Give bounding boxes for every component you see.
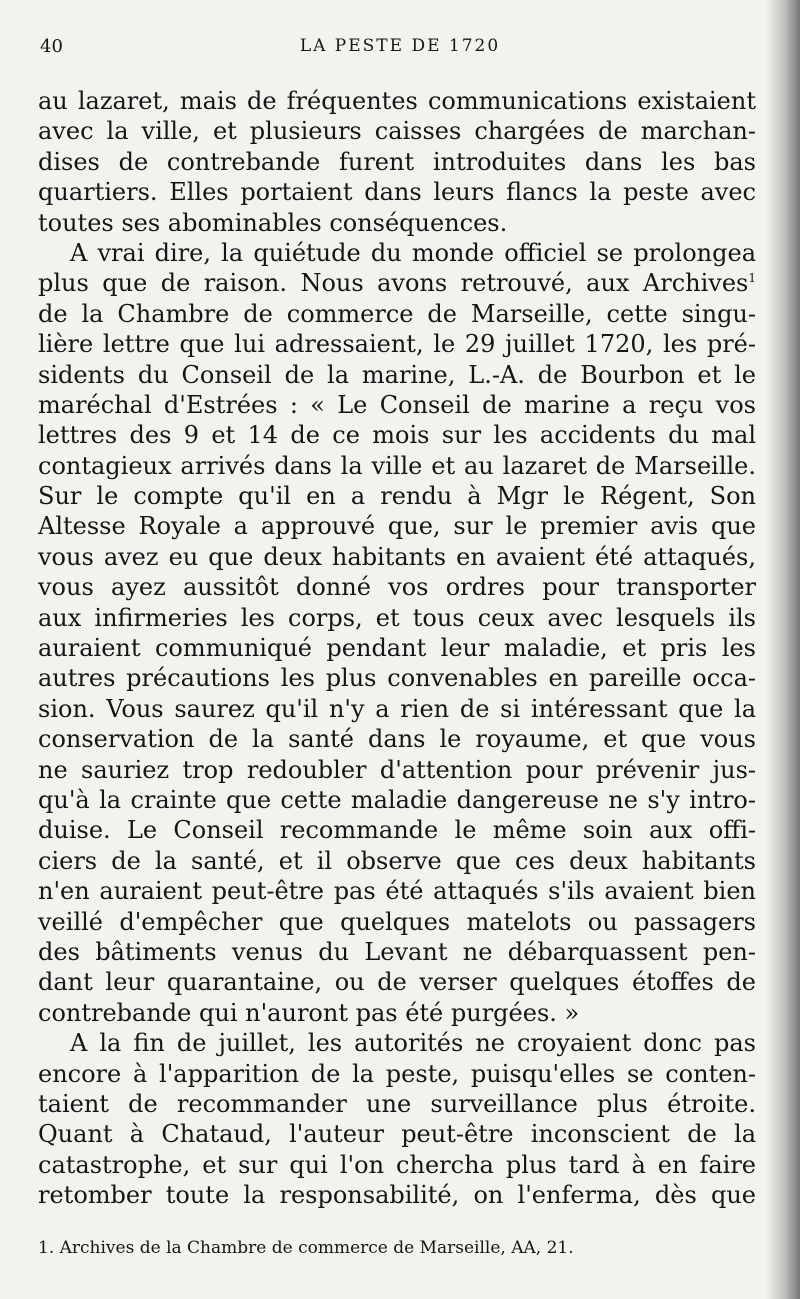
text-line: retomber toute la responsabilité, on l'enferma, dès que (38, 1181, 756, 1210)
text-line: dises de contrebande furent introduites dans les bas (38, 147, 756, 176)
text-line: contagieux arrivés dans la ville et au lazaret de Marseille. (38, 451, 756, 480)
text-line: A la fin de juillet, les autorités ne croyaient donc pas (70, 1029, 756, 1058)
text-line: lière lettre que lui adressaient, le 29 juillet 1720, les pré- (38, 330, 756, 359)
text-line: taient de recommander une surveillance plus étroite. (38, 1089, 756, 1118)
text-line: Sur le compte qu'il en a rendu à Mgr le Régent, Son (38, 482, 756, 511)
page-number: 40 (40, 36, 63, 57)
text-line: avec la ville, et plusieurs caisses chargées de marchan- (38, 117, 756, 146)
text-line-with-note (38, 268, 756, 298)
text-line: contrebande qui n'auront pas été purgées. » (38, 998, 580, 1027)
running-title: LA PESTE DE 1720 (299, 36, 501, 56)
text-line: A vrai dire, la quiétude du monde officiel se prolongea (70, 238, 756, 267)
text-line: Quant à Chataud, l'auteur peut-être inconscient de la (38, 1120, 756, 1149)
text-line: de la Chambre de commerce de Marseille, cette singu- (38, 299, 756, 328)
text-line: au lazaret, mais de fréquentes communications existaient (38, 87, 756, 115)
text-line: auraient communiqué pendant leur maladie, et pris les (38, 634, 756, 663)
body-text (38, 86, 756, 1210)
text-line: ne sauriez trop redoubler d'attention pour prévenir jus- (38, 755, 756, 784)
text-line: maréchal d'Estrées : « Le Conseil de marine a reçu vos (38, 390, 756, 419)
text-line: aux infirmeries les corps, et tous ceux avec lesquels ils (38, 603, 756, 632)
text-line: sion. Vous saurez qu'il n'y a rien de si intéressant que la (38, 694, 756, 723)
text-line: quartiers. Elles portaient dans leurs flancs la peste avec (38, 178, 756, 207)
page-edge-shadow (766, 0, 800, 1299)
text-line: n'en auraient peut-être pas été attaqués s'ils avaient bien (38, 877, 756, 906)
text-line: des bâtiments venus du Levant ne débarquassent pen- (38, 937, 756, 966)
text-line: qu'à la crainte que cette maladie dangereuse ne s'y intro- (38, 785, 756, 814)
footnote: 1. Archives de la Chambre de commerce de Marseille, AA, 21. (38, 1238, 574, 1258)
text-line: Altesse Royale a approuvé que, sur le premier avis que (38, 512, 756, 541)
page-header (40, 36, 760, 60)
text-line: duise. Le Conseil recommande le même soin aux offi- (38, 816, 756, 845)
text-line-content: plus que de raison. Nous avons retrouvé, aux Archives (38, 269, 749, 298)
text-line: encore à l'apparition de la peste, puisqu'elles se conten- (38, 1059, 756, 1088)
text-line: catastrophe, et sur qui l'on chercha plus tard à en faire (38, 1150, 756, 1179)
text-line: conservation de la santé dans le royaume, et que vous (38, 725, 756, 754)
text-line: autres précautions les plus convenables en pareille occa- (38, 664, 756, 693)
text-line: vous ayez aussitôt donné vos ordres pour transporter (38, 573, 756, 602)
text-line: dant leur quarantaine, ou de verser quelques étoffes de (38, 968, 756, 997)
text-line: ciers de la santé, et il observe que ces deux habitants (38, 846, 756, 875)
text-line: lettres des 9 et 14 de ce mois sur les accidents du mal (38, 421, 756, 450)
text-line: sidents du Conseil de la marine, L.-A. de Bourbon et le (38, 360, 756, 389)
footnote-marker: 1 (748, 271, 756, 286)
text-line: veillé d'empêcher que quelques matelots ou passagers (38, 907, 756, 936)
text-line: vous avez eu que deux habitants en avaient été attaqués, (38, 542, 756, 571)
text-line: toutes ses abominables conséquences. (38, 208, 508, 237)
